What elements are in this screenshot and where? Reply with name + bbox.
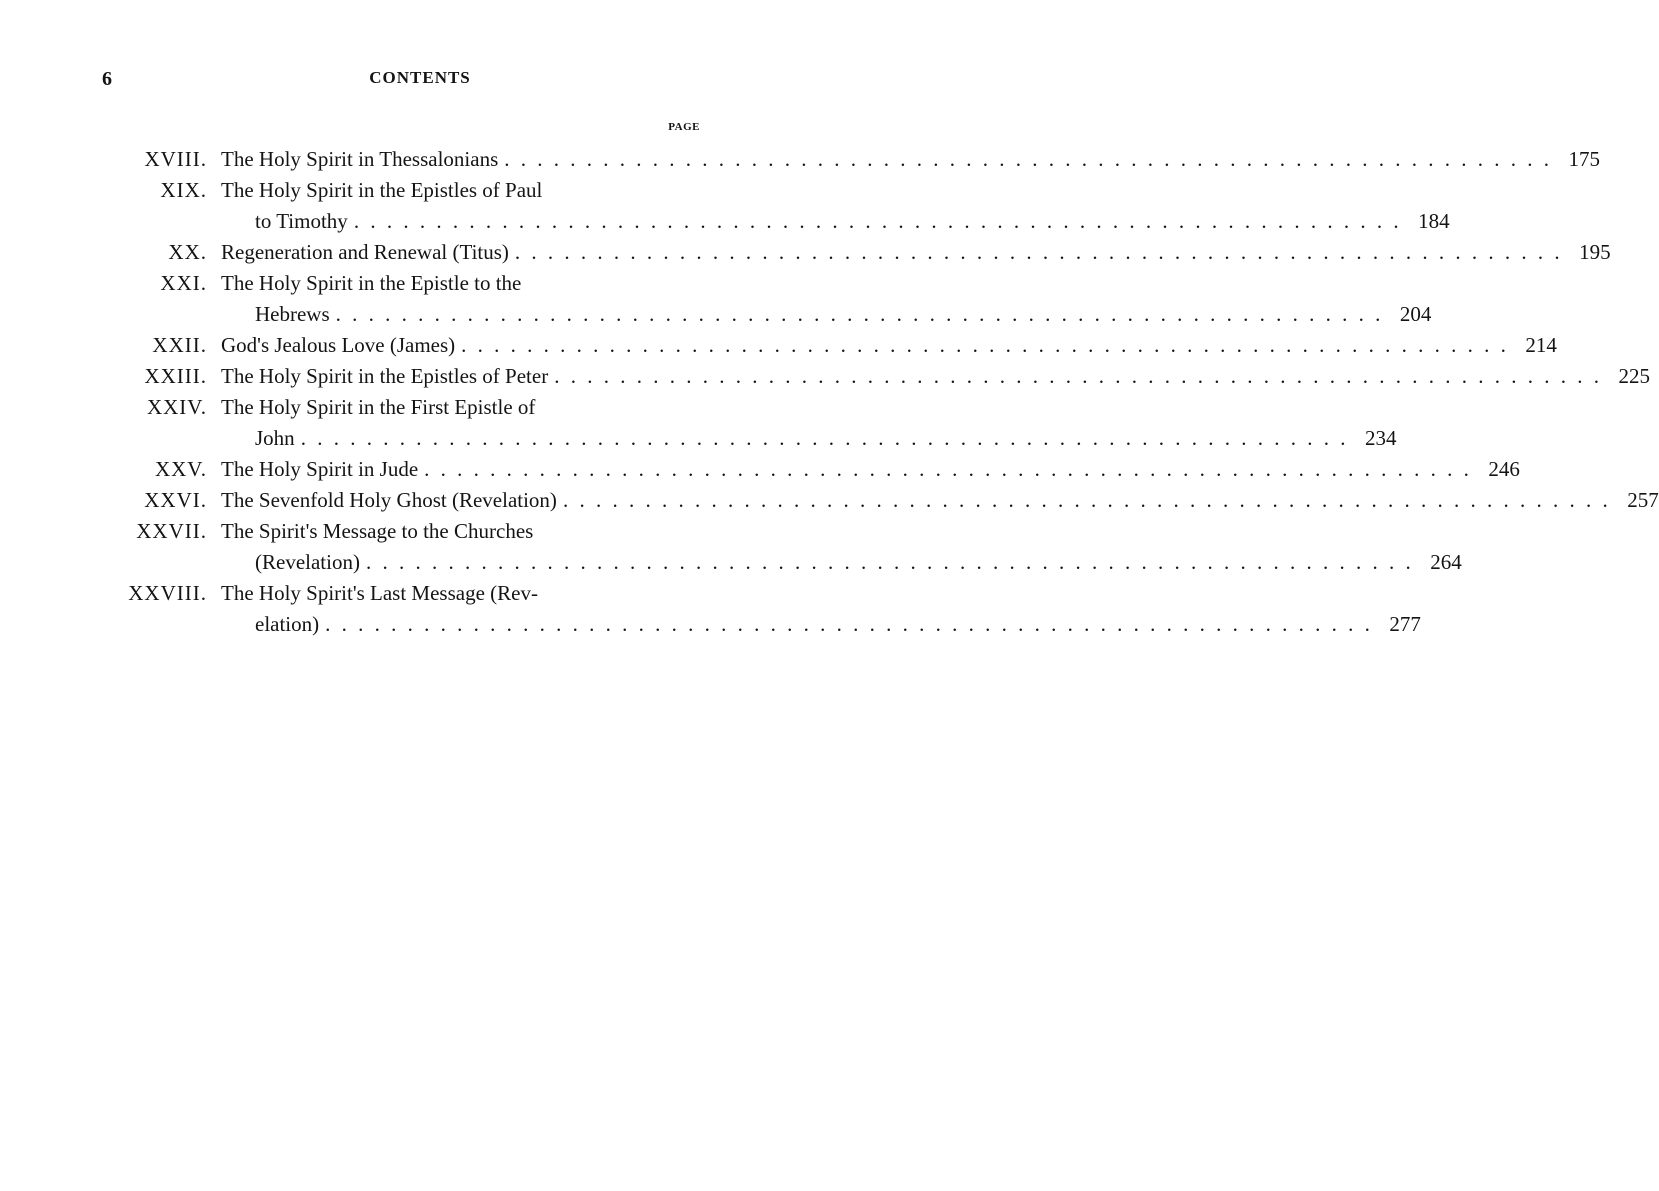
page-reference: 257 — [1627, 488, 1659, 512]
chapter-title — [207, 392, 1396, 454]
chapter-title — [207, 454, 1520, 485]
dot-leader — [336, 299, 1384, 330]
toc-entry — [100, 330, 1557, 361]
chapter-title-line — [221, 423, 1396, 454]
chapter-title-line — [221, 485, 1659, 516]
chapter-title-text: The Sevenfold Holy Ghost (Revelation) — [221, 488, 557, 512]
chapter-title — [207, 237, 1611, 268]
chapter-title-text: elation) — [255, 612, 320, 636]
chapter-numeral: XXI. — [160, 271, 207, 295]
dot-leader — [461, 330, 1509, 361]
chapter-title — [207, 516, 1462, 578]
chapter-numeral: XXVII. — [136, 519, 207, 543]
dot-leader — [354, 206, 1402, 237]
chapter-title-text: Hebrews — [255, 302, 330, 326]
chapter-title-line — [221, 516, 1462, 547]
dot-leader — [554, 361, 1602, 392]
page-reference: 225 — [1618, 364, 1650, 388]
toc-entry — [100, 392, 1397, 454]
chapter-title-text: Regeneration and Renewal (Titus) — [221, 240, 509, 264]
dot-leader — [424, 454, 1472, 485]
chapter-title-text: The Holy Spirit in Thessalonians — [221, 147, 499, 171]
chapter-title-line — [221, 299, 1431, 330]
chapter-title-text: The Holy Spirit's Last Message (Rev- — [221, 581, 538, 605]
chapter-title — [207, 175, 1450, 237]
chapter-title-line — [221, 361, 1650, 392]
toc-entry — [100, 237, 1611, 268]
toc-entry — [100, 454, 1520, 485]
chapter-numeral: XX. — [168, 240, 207, 264]
table-of-contents — [100, 144, 1659, 640]
chapter-title-line — [221, 454, 1520, 485]
page-reference: 195 — [1579, 240, 1611, 264]
toc-entry — [100, 516, 1462, 578]
chapter-title-text: John — [255, 426, 295, 450]
chapter-title — [207, 578, 1421, 640]
chapter-title-text: (Revelation) — [255, 550, 360, 574]
dot-leader — [366, 547, 1414, 578]
chapter-title-line — [221, 547, 1462, 578]
dot-leader — [563, 485, 1611, 516]
page-reference: 184 — [1418, 209, 1450, 233]
page-reference: 214 — [1525, 333, 1557, 357]
chapter-numeral: XXVI. — [144, 488, 207, 512]
chapter-title-text: The Holy Spirit in the Epistles of Peter — [221, 364, 549, 388]
page-reference: 264 — [1430, 550, 1462, 574]
chapter-numeral: XXIII. — [144, 364, 207, 388]
chapter-title — [207, 268, 1431, 330]
chapter-title-text: to Timothy — [255, 209, 348, 233]
toc-entry — [100, 175, 1450, 237]
chapter-title-text: The Holy Spirit in the Epistles of Paul — [221, 178, 543, 202]
chapter-title-text: The Holy Spirit in the Epistle to the — [221, 271, 522, 295]
page-number: 6 — [102, 68, 112, 90]
page-reference: 277 — [1389, 612, 1421, 636]
toc-entry — [100, 144, 1601, 175]
chapter-numeral: XXII. — [152, 333, 207, 357]
chapter-title — [207, 144, 1600, 175]
toc-entry — [100, 485, 1659, 516]
chapter-numeral: XIX. — [160, 178, 207, 202]
page-reference: 175 — [1568, 147, 1601, 171]
dot-leader — [301, 423, 1349, 454]
page-column-label: PAGE — [668, 121, 700, 133]
chapter-title-text: The Holy Spirit in the First Epistle of — [221, 395, 536, 419]
chapter-title-line — [221, 578, 1421, 609]
chapter-title-line — [221, 144, 1600, 175]
chapter-title-text: The Spirit's Message to the Churches — [221, 519, 534, 543]
toc-entry — [100, 361, 1650, 392]
chapter-numeral: XXVIII. — [128, 581, 207, 605]
chapter-title-line — [221, 609, 1421, 640]
running-title: CONTENTS — [369, 68, 471, 87]
chapter-title-text: God's Jealous Love (James) — [221, 333, 456, 357]
toc-entry — [100, 578, 1421, 640]
chapter-title-line — [221, 392, 1396, 423]
page-reference: 234 — [1364, 426, 1397, 450]
chapter-title-line — [221, 237, 1611, 268]
chapter-title-line — [221, 330, 1557, 361]
chapter-title — [207, 330, 1557, 361]
chapter-title-line — [221, 175, 1450, 206]
dot-leader — [504, 144, 1552, 175]
dot-leader — [515, 237, 1563, 268]
page-reference: 246 — [1488, 457, 1520, 481]
toc-entry — [100, 268, 1432, 330]
chapter-title-line — [221, 206, 1450, 237]
dot-leader — [325, 609, 1373, 640]
chapter-title-text: The Holy Spirit in Jude — [221, 457, 419, 481]
chapter-title-line — [221, 268, 1431, 299]
chapter-numeral: XXV. — [154, 457, 207, 481]
chapter-title — [207, 361, 1650, 392]
page-reference: 204 — [1399, 302, 1432, 326]
chapter-numeral: XVIII. — [144, 147, 207, 171]
chapter-title — [207, 485, 1659, 516]
chapter-numeral: XXIV. — [146, 395, 207, 419]
